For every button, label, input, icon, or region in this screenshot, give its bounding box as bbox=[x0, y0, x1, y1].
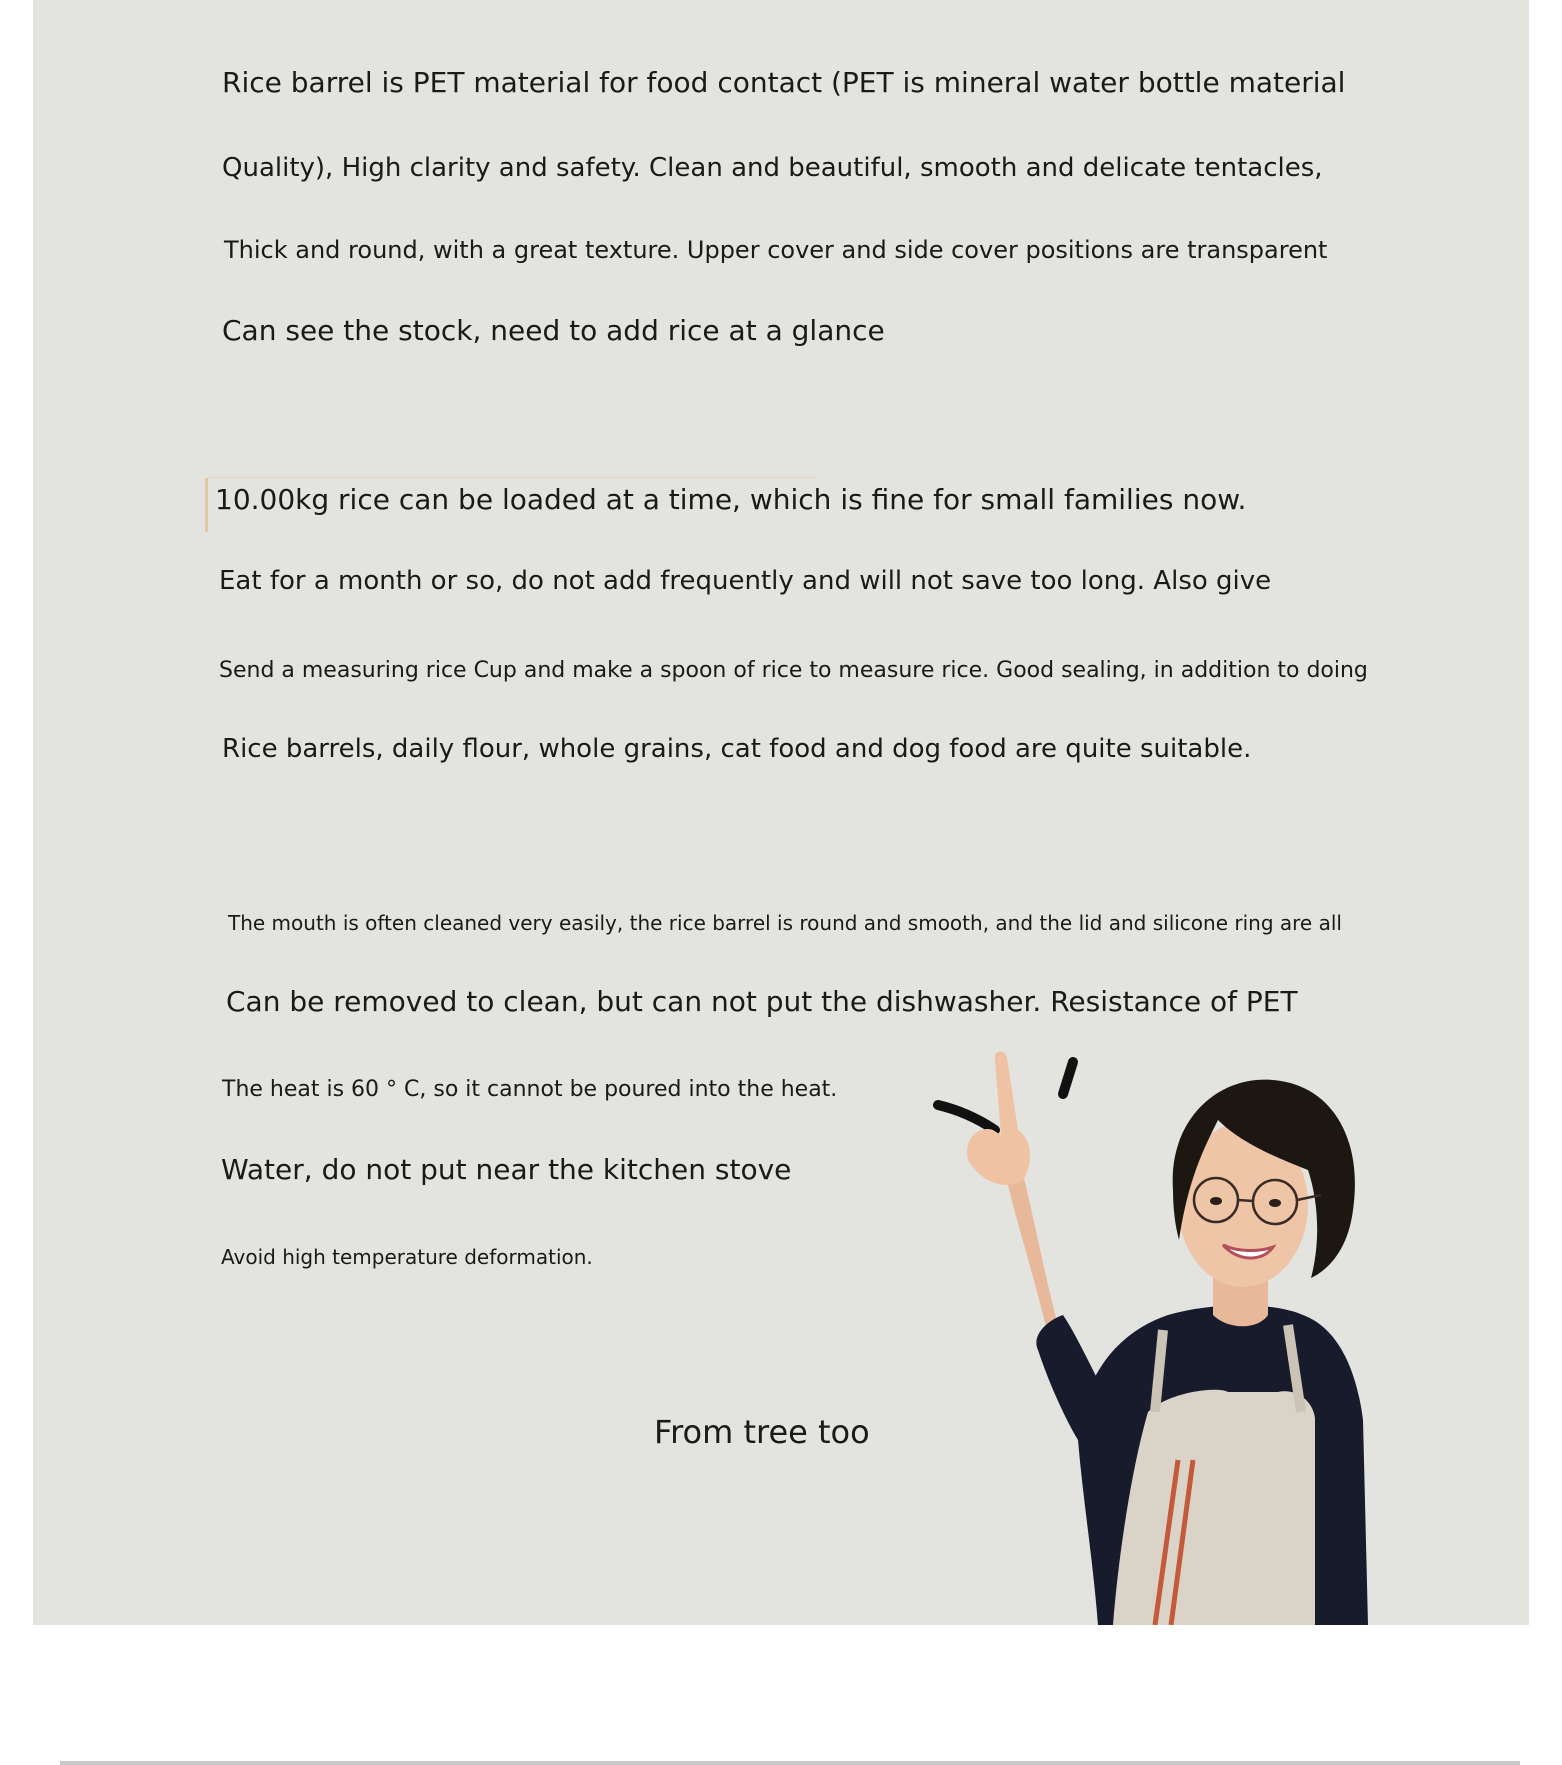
para1-line4: Can see the stock, need to add rice at a glance bbox=[222, 314, 885, 347]
para3-line3: The heat is 60 ° C, so it cannot be poured into the heat. bbox=[222, 1077, 838, 1102]
accent-divider bbox=[208, 477, 818, 478]
para3-line1: The mouth is often cleaned very easily, the rice barrel is round and smooth, and the lid and silicone ring are all bbox=[228, 911, 1342, 935]
para2-line2: Eat for a month or so, do not add frequently and will not save too long. Also give bbox=[219, 566, 1272, 596]
para2-line3: Send a measuring rice Cup and make a spoon of rice to measure rice. Good sealing, in addition to doing bbox=[219, 658, 1368, 683]
para2-line1: 10.00kg rice can be loaded at a time, which is fine for small families now. bbox=[215, 483, 1247, 516]
para2-line4: Rice barrels, daily flour, whole grains, cat food and dog food are quite suitable. bbox=[222, 734, 1252, 764]
signature: From tree too bbox=[654, 1413, 870, 1451]
para3-line2: Can be removed to clean, but can not put the dishwasher. Resistance of PET bbox=[226, 985, 1298, 1018]
para3-line4: Water, do not put near the kitchen stove bbox=[221, 1153, 792, 1186]
para1-line2: Quality), High clarity and safety. Clean and beautiful, smooth and delicate tentacles, bbox=[222, 153, 1323, 183]
para3-line5: Avoid high temperature deformation. bbox=[221, 1245, 593, 1269]
content-panel bbox=[33, 0, 1529, 1625]
para1-line1: Rice barrel is PET material for food contact (PET is mineral water bottle material bbox=[222, 66, 1346, 99]
person-pointing-photo bbox=[883, 1040, 1529, 1625]
bottom-divider bbox=[60, 1761, 1520, 1765]
para1-line3: Thick and round, with a great texture. Upper cover and side cover positions are transparent bbox=[224, 236, 1328, 264]
accent-bar bbox=[205, 478, 208, 532]
